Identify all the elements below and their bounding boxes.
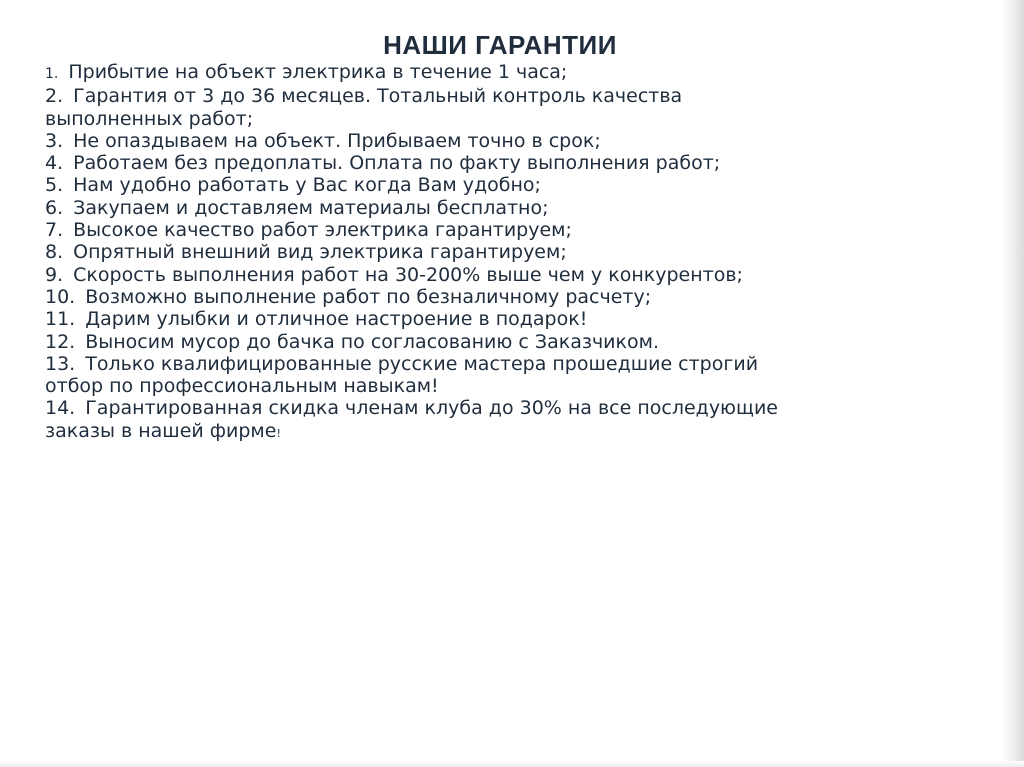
list-item (45, 286, 945, 308)
list-item (45, 397, 945, 445)
item-number: 2. (45, 85, 64, 108)
list-item (45, 219, 945, 241)
item-text-continued: отбор по профессиональным навыкам! (45, 375, 439, 398)
item-number: 8. (45, 241, 64, 264)
item-text: Опрятный внешний вид электрика гарантируем; (73, 241, 567, 264)
item-text: Работаем без предоплаты. Оплата по факту выполнения работ; (73, 152, 721, 175)
item-number: 11. (45, 308, 76, 331)
item-number: 5. (45, 174, 64, 197)
item-number: 1. (45, 66, 59, 82)
exclamation-mark: ! (276, 426, 281, 440)
item-number: 12. (45, 330, 76, 353)
list-item (45, 85, 945, 130)
item-text: Гарантия от 3 до 36 месяцев. Тотальный контроль качества (73, 85, 683, 108)
item-text: Нам удобно работать у Вас когда Вам удобно; (73, 174, 541, 197)
item-number: 10. (45, 285, 76, 308)
list-item (45, 152, 945, 174)
item-number: 4. (45, 152, 64, 175)
item-text: Не опаздываем на объект. Прибываем точно в срок; (73, 129, 601, 152)
list-item (45, 61, 945, 85)
item-text: Дарим улыбки и отличное настроение в подарок! (85, 308, 588, 331)
list-item (45, 331, 945, 353)
list-item (45, 264, 945, 286)
item-number: 6. (45, 196, 64, 219)
item-text: Закупаем и доставляем материалы бесплатно; (73, 196, 549, 219)
item-text: Высокое качество работ электрика гарантируем; (73, 219, 572, 242)
item-text: Скорость выполнения работ на 30-200% выше чем у конкурентов; (73, 263, 743, 286)
list-item (45, 197, 945, 219)
list-item (45, 353, 945, 398)
item-number: 7. (45, 219, 64, 242)
list-item (45, 308, 945, 330)
item-text: Выносим мусор до бачка по согласованию с Заказчиком. (85, 330, 659, 353)
item-text: Гарантированная скидка членам клуба до 30% на все последующие (85, 397, 778, 420)
list-item (45, 174, 945, 196)
item-text-continued: заказы в нашей фирме (45, 419, 277, 442)
item-number: 3. (45, 129, 64, 152)
page-title: НАШИ ГАРАНТИИ (383, 30, 617, 60)
slide-edge-shadow (1002, 0, 1024, 767)
item-text: Прибытие на объект электрика в течение 1 часа; (68, 61, 568, 83)
item-text: Только квалифицированные русские мастера прошедшие строгий (85, 352, 759, 375)
item-number: 9. (45, 263, 64, 286)
list-item (45, 241, 945, 263)
list-item (45, 130, 945, 152)
slide-bottom-shadow (0, 761, 1024, 767)
guarantees-list (45, 61, 945, 445)
item-text: Возможно выполнение работ по безналичному расчету; (85, 285, 652, 308)
item-text-continued: выполненных работ; (45, 107, 254, 130)
item-number: 14. (45, 397, 76, 420)
item-number: 13. (45, 352, 76, 375)
